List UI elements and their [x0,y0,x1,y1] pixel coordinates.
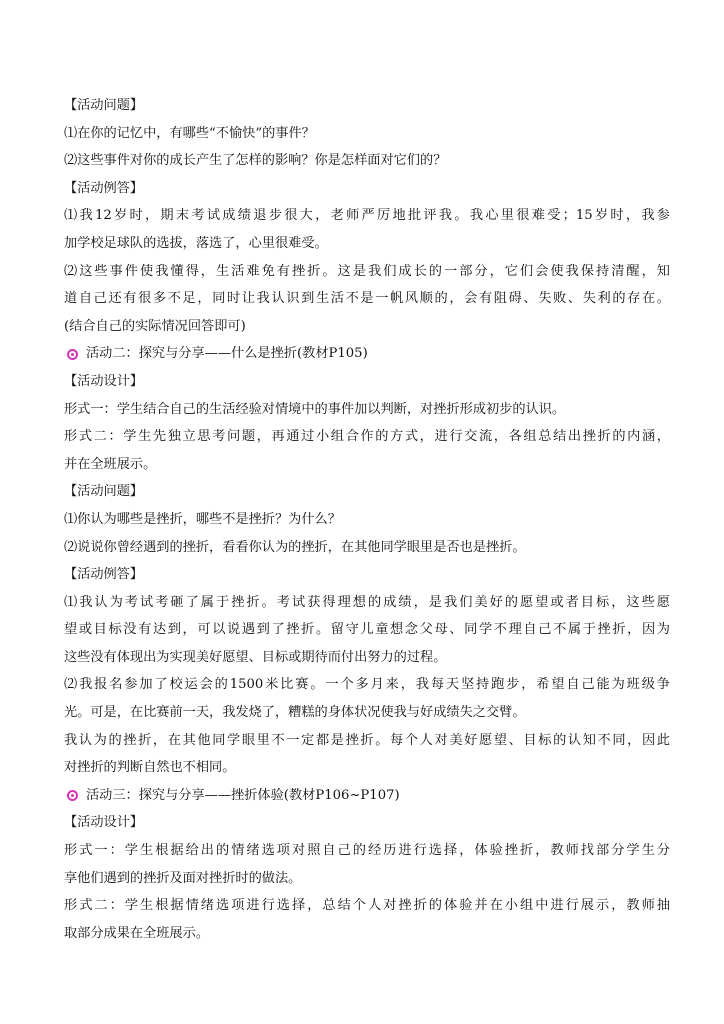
design-3-form-2-line-2: 取部分成果在全班展示。 [64,925,210,941]
section-heading-activity-design: 【活动设计】 [64,373,144,389]
section-heading-activity-answers: 【活动例答】 [64,180,144,196]
answer-2-line-1: ⑵这些事件使我懂得，生活难免有挫折。这是我们成长的一部分，它们会使我保持清醒，知 [64,263,670,279]
section-heading-activity-design-2: 【活动设计】 [64,815,144,831]
question-1: ⑴在你的记忆中，有哪些“不愉快”的事件？ [64,125,315,141]
activity-three-heading [64,782,670,810]
question-2-1: ⑴你认为哪些是挫折，哪些不是挫折？为什么？ [64,511,341,527]
answer-2-2-line-2: 光。可是，在比赛前一天，我发烧了，糟糕的身体状况使我与好成绩失之交臂。 [64,705,526,721]
answer-2-1-line-1: ⑴我认为考试考砸了属于挫折。考试获得理想的成绩，是我们美好的愿望或者目标，这些愿 [64,594,670,610]
design-form-1: 形式一：学生结合自己的生活经验对情境中的事件加以判断，对挫折形成初步的认识。 [64,401,566,417]
document-page [64,92,670,947]
design-3-form-1-line-2: 享他们遇到的挫折及面对挫折时的做法。 [64,870,302,886]
answer-2-line-2: 道自己还有很多不足，同时让我认识到生活不是一帆风顺的，会有阻碍、失败、失利的存在。 [64,291,670,307]
circle-bullet-icon [67,790,78,801]
section-heading-activity-answers-2: 【活动例答】 [64,567,144,583]
question-2-2: ⑵说说你曾经遇到的挫折，看看你认为的挫折，在其他同学眼里是否也是挫折。 [64,539,526,555]
design-3-form-1-line-1: 形式一：学生根据给出的情绪选项对照自己的经历进行选择，体验挫折，教师找部分学生分 [64,843,670,859]
activity-two-title: 活动二：探究与分享——什么是挫折(教材P105) [86,346,368,362]
question-2: ⑵这些事件对你的成长产生了怎样的影响？你是怎样面对它们的？ [64,153,447,169]
answer-2-1-line-2: 望或目标没有达到，可以说遇到了挫折。留守儿童想念父母、同学不理自己不属于挫折，因为 [64,622,670,638]
section-heading-activity-questions-2: 【活动问题】 [64,484,144,500]
answer-2-3-line-2: 对挫折的判断自然也不相同。 [64,760,236,776]
answer-1-line-2: 加学校足球队的选拔，落选了，心里很难受。 [64,235,328,251]
design-form-2-line-1: 形式二：学生先独立思考问题，再通过小组合作的方式，进行交流，各组总结出挫折的内涵， [64,429,670,445]
answer-2-1-line-3: 这些没有体现出为实现美好愿望、目标或期待而付出努力的过程。 [64,649,447,665]
circle-bullet-icon [67,349,78,360]
answer-2-3-line-1: 我认为的挫折，在其他同学眼里不一定都是挫折。每个人对美好愿望、目标的认知不同，因此 [64,732,670,748]
activity-two-heading [64,340,670,368]
design-3-form-2-line-1: 形式二：学生根据情绪选项进行选择，总结个人对挫折的体验并在小组中进行展示，教师抽 [64,898,670,914]
section-heading-activity-questions: 【活动问题】 [64,98,144,113]
activity-three-title: 活动三：探究与分享——挫折体验(教材P106~P107) [86,787,400,803]
answer-2-2-line-1: ⑵我报名参加了校运会的1500米比赛。一个多月来，我每天坚持跑步，希望自己能为班级争 [64,677,670,693]
answer-note: (结合自己的实际情况回答即可) [64,318,246,334]
design-form-2-line-2: 并在全班展示。 [64,456,157,472]
answer-1-line-1: ⑴我12岁时，期末考试成绩退步很大，老师严厉地批评我。我心里很难受；15岁时，我参 [64,208,670,224]
